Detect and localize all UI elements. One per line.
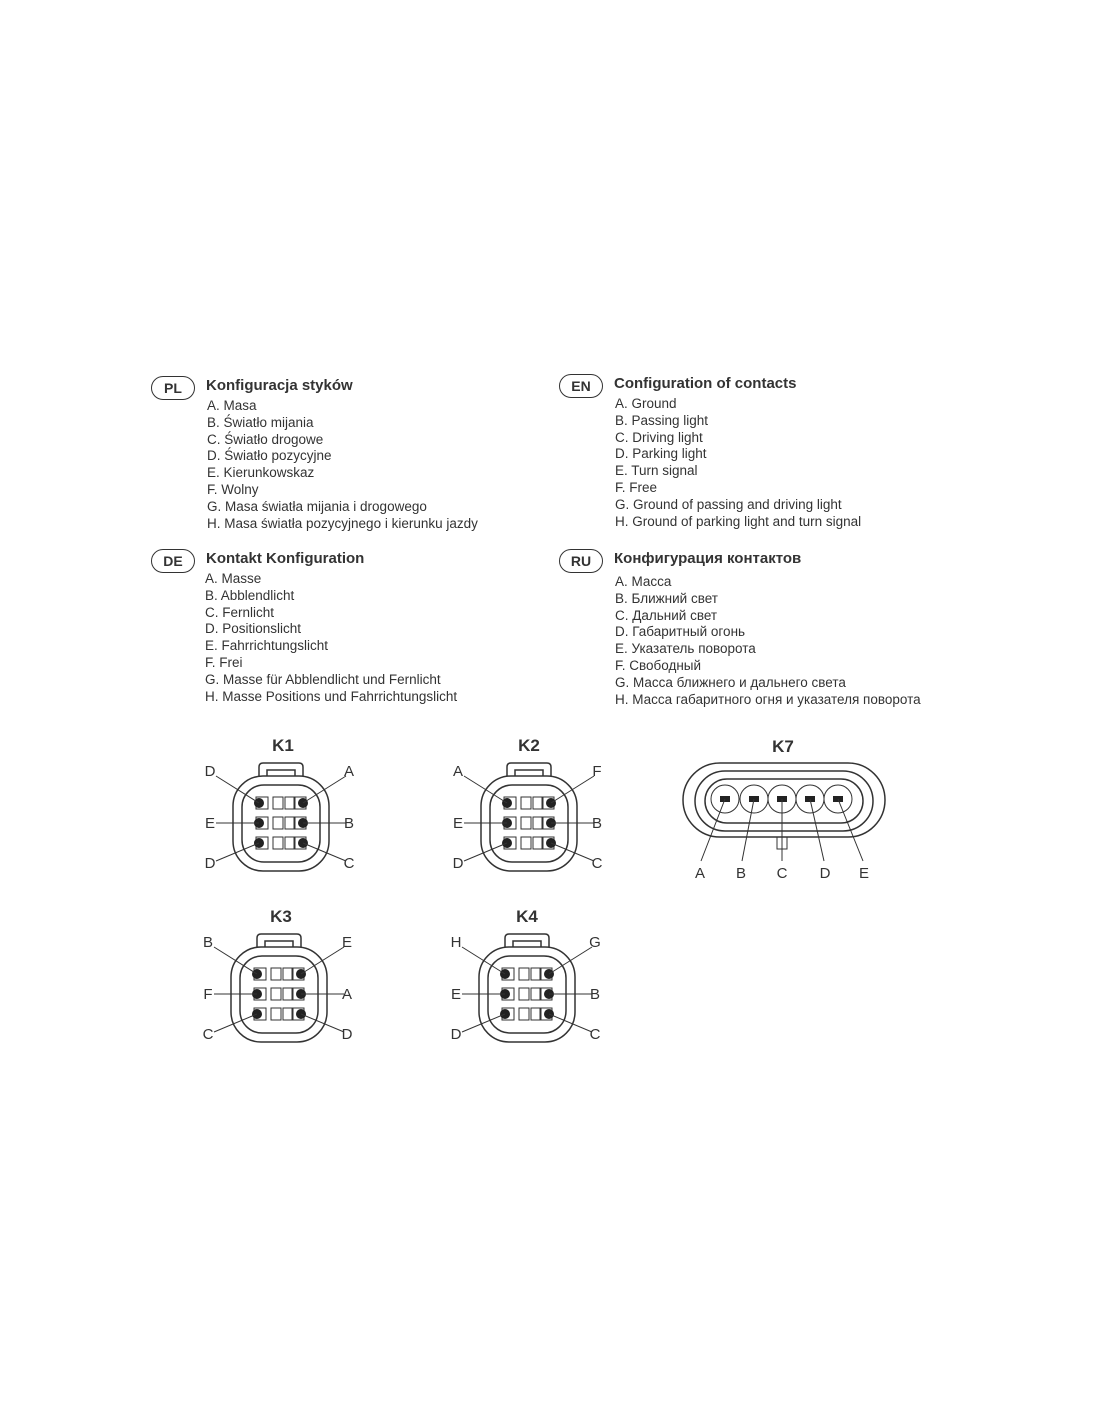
section-title-ru: Конфигурация контактов bbox=[614, 550, 802, 567]
pin-label: D bbox=[341, 1026, 353, 1043]
pin-label: F bbox=[203, 986, 213, 1003]
list-item: F. Wolny bbox=[207, 481, 259, 497]
section-title-pl: Konfiguracja styków bbox=[206, 377, 353, 394]
pin-label: D bbox=[450, 1026, 462, 1043]
pin-label: B bbox=[343, 815, 355, 832]
lang-badge-pl: PL bbox=[151, 376, 195, 400]
list-item: A. Масса bbox=[615, 574, 672, 589]
list-item: G. Masa światła mijania i drogowego bbox=[207, 498, 427, 514]
contact-list-ru bbox=[615, 574, 921, 708]
connector-shape bbox=[214, 934, 344, 1042]
pin-label: A bbox=[694, 865, 706, 882]
pin-label: D bbox=[204, 855, 216, 872]
pin-label: G bbox=[589, 934, 601, 951]
contact-list-en bbox=[615, 396, 861, 530]
connector-title: K7 bbox=[772, 737, 794, 756]
connector-title: K3 bbox=[270, 907, 292, 926]
pin-label: B bbox=[589, 986, 601, 1003]
list-item: B. Ближний свет bbox=[615, 590, 718, 606]
pin-label: D bbox=[204, 763, 216, 780]
list-item: B. Passing light bbox=[615, 412, 709, 428]
list-item: F. Свободный bbox=[615, 657, 702, 673]
connector-k3 bbox=[181, 904, 381, 1054]
lang-badge-ru: RU bbox=[559, 549, 603, 573]
connector-title: K1 bbox=[272, 736, 294, 755]
list-item: C. Światło drogowe bbox=[207, 431, 324, 447]
list-item: H. Masa światła pozycyjnego i kierunku jazdy bbox=[207, 515, 478, 531]
connector-k7 bbox=[675, 733, 895, 893]
lang-badge-en: EN bbox=[559, 374, 603, 398]
pin-label: B bbox=[202, 934, 214, 951]
list-item: A. Masa bbox=[207, 398, 257, 413]
connector-title: K2 bbox=[518, 736, 540, 755]
pin-label: F bbox=[592, 763, 602, 780]
pin-label: D bbox=[819, 865, 831, 882]
contact-list-de bbox=[205, 571, 457, 705]
lang-badge-de: DE bbox=[151, 549, 195, 573]
pin-label: A bbox=[452, 763, 464, 780]
pin-label: C bbox=[589, 1026, 601, 1043]
list-item: C. Fernlicht bbox=[205, 604, 275, 620]
connector-shape bbox=[216, 763, 346, 871]
pin-label: C bbox=[202, 1026, 214, 1043]
list-item: C. Дальний свет bbox=[615, 607, 718, 623]
list-item: H. Masse Positions und Fahrrichtungslicht bbox=[205, 688, 458, 704]
pin-label: E bbox=[858, 865, 870, 882]
pin-label: C bbox=[343, 855, 355, 872]
list-item: A. Ground bbox=[615, 396, 677, 411]
connector-title: K4 bbox=[516, 907, 538, 926]
pin-label: E bbox=[204, 815, 216, 832]
list-item: D. Positionslicht bbox=[205, 621, 302, 637]
pin-label: B bbox=[735, 865, 747, 882]
list-item: B. Światło mijania bbox=[207, 414, 314, 430]
list-item: D. Parking light bbox=[615, 446, 707, 462]
list-item: D. Габаритный огонь bbox=[615, 624, 746, 640]
list-item: H. Масса габаритного огня и указателя поворота bbox=[615, 691, 921, 707]
list-item: G. Ground of passing and driving light bbox=[615, 496, 842, 512]
pin-label: B bbox=[591, 815, 603, 832]
pin-label: E bbox=[450, 986, 462, 1003]
list-item: F. Free bbox=[615, 479, 658, 495]
section-title-en: Configuration of contacts bbox=[614, 375, 797, 392]
contact-list-pl bbox=[207, 398, 478, 532]
pin-label: D bbox=[452, 855, 464, 872]
list-item: E. Turn signal bbox=[615, 463, 698, 479]
list-item: B. Abblendlicht bbox=[205, 587, 295, 603]
connector-k2 bbox=[431, 733, 631, 883]
connector-shape bbox=[462, 934, 592, 1042]
connector-shape bbox=[464, 763, 594, 871]
pin-label: A bbox=[341, 986, 353, 1003]
list-item: A. Masse bbox=[205, 571, 262, 586]
list-item: G. Masse für Abblendlicht und Fernlicht bbox=[205, 671, 441, 687]
pin-label: H bbox=[450, 934, 462, 951]
connector-k4 bbox=[429, 904, 629, 1054]
list-item: E. Kierunkowskaz bbox=[207, 465, 315, 481]
list-item: F. Frei bbox=[205, 654, 243, 670]
list-item: H. Ground of parking light and turn signal bbox=[615, 513, 862, 529]
pin-label: C bbox=[591, 855, 603, 872]
list-item: G. Масса ближнего и дальнего света bbox=[615, 674, 846, 690]
section-title-de: Kontakt Konfiguration bbox=[206, 550, 365, 567]
list-item: E. Указатель поворота bbox=[615, 641, 756, 657]
pin-label: E bbox=[452, 815, 464, 832]
pin-label: E bbox=[341, 934, 353, 951]
pin-label: A bbox=[343, 763, 355, 780]
connector-shape bbox=[683, 763, 885, 861]
list-item: C. Driving light bbox=[615, 429, 703, 445]
list-item: D. Światło pozycyjne bbox=[207, 448, 332, 464]
connector-k1 bbox=[183, 733, 383, 883]
pin-label: C bbox=[776, 865, 788, 882]
list-item: E. Fahrrichtungslicht bbox=[205, 638, 329, 654]
